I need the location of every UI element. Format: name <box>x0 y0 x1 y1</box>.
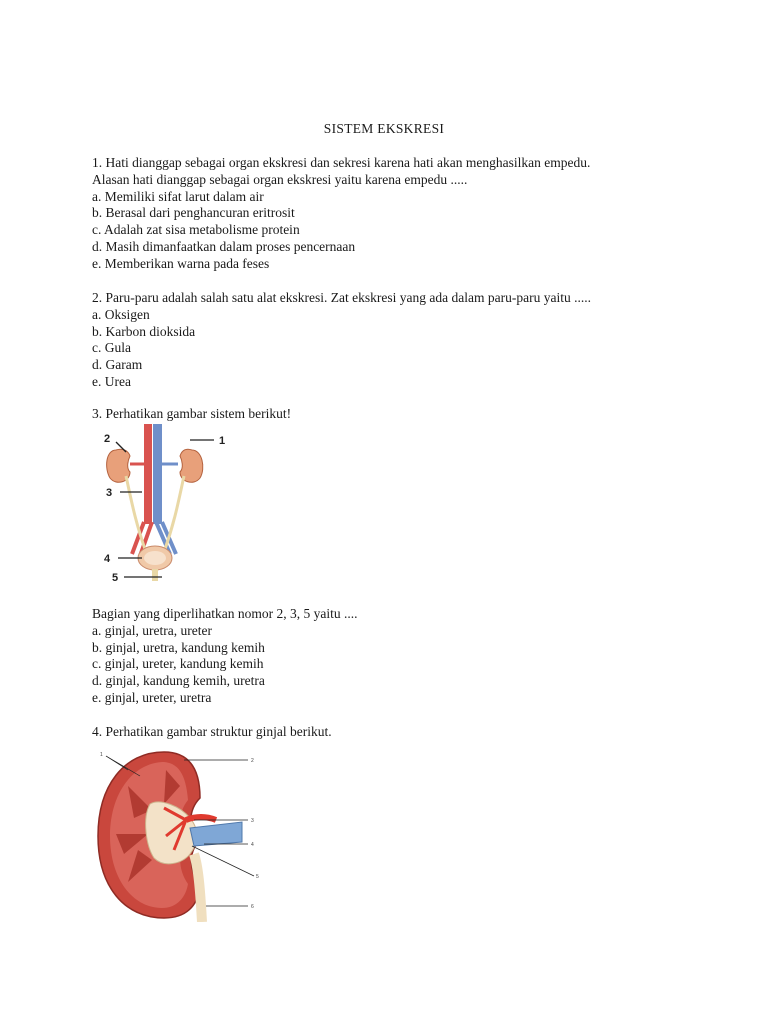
question-4 <box>92 724 712 741</box>
question-3-prompt-block <box>92 606 712 707</box>
question-1-option-a: a. Memiliki sifat larut dalam air <box>92 188 264 204</box>
figure-label-3: 3 <box>106 487 113 499</box>
question-2-text: 2. Paru-paru adalah salah satu alat ekskresi. Zat ekskresi yang ada dalam paru-paru yaitu ..... <box>92 290 591 305</box>
question-3-option-a: a. ginjal, uretra, ureter <box>92 622 212 638</box>
kidney-label-3: 3 <box>251 818 254 824</box>
question-3-option-e: e. ginjal, ureter, uretra <box>92 689 212 705</box>
vena-cava-vessel <box>153 424 162 524</box>
kidney-label-5: 5 <box>256 874 259 880</box>
kidney-label-6: 6 <box>251 904 254 910</box>
question-1 <box>92 155 712 273</box>
renal-artery <box>186 817 216 820</box>
question-1-option-e: e. Memberikan warna pada feses <box>92 255 270 271</box>
question-3-option-b: b. ginjal, uretra, kandung kemih <box>92 639 265 655</box>
question-2 <box>92 290 712 391</box>
renal-vein <box>190 822 242 846</box>
question-3-option-c: c. ginjal, ureter, kandung kemih <box>92 656 264 672</box>
question-1-text-line2: Alasan hati dianggap sebagai organ ekskresi yaitu karena empedu ..... <box>92 171 468 187</box>
right-ureter <box>164 476 184 552</box>
question-1-option-c: c. Adalah zat sisa metabolisme protein <box>92 222 300 238</box>
urinary-system-figure <box>96 424 246 586</box>
figure-label-5: 5 <box>112 572 119 584</box>
ureter <box>194 854 202 922</box>
document-title: SISTEM EKSKRESI <box>323 121 445 136</box>
figure-label-2: 2 <box>104 433 111 445</box>
kidney-label-4: 4 <box>251 842 254 848</box>
question-2-option-c: c. Gula <box>92 340 131 356</box>
kidney-label-1: 1 <box>100 752 103 758</box>
question-1-option-b: b. Berasal dari penghancuran eritrosit <box>92 205 295 221</box>
figure-label-1: 1 <box>219 435 226 447</box>
kidney-label-2: 2 <box>251 758 254 764</box>
question-1-text-line1: 1. Hati dianggap sebagai organ ekskresi dan sekresi karena hati akan menghasilkan empedu. <box>92 155 591 170</box>
question-3-text: 3. Perhatikan gambar sistem berikut! <box>92 406 292 421</box>
question-2-option-b: b. Karbon dioksida <box>92 323 196 339</box>
kidney-structure-figure <box>94 746 264 922</box>
question-2-option-a: a. Oksigen <box>92 306 150 322</box>
urethra <box>152 569 158 581</box>
question-3 <box>92 406 712 423</box>
question-2-option-d: d. Garam <box>92 357 143 373</box>
question-3-option-d: d. ginjal, kandung kemih, uretra <box>92 673 265 689</box>
question-1-option-d: d. Masih dimanfaatkan dalam proses pencernaan <box>92 238 356 254</box>
aorta-vessel <box>144 424 152 524</box>
figure-label-4: 4 <box>104 553 111 565</box>
question-3-prompt: Bagian yang diperlihatkan nomor 2, 3, 5 yaitu .... <box>92 606 358 621</box>
question-4-text: 4. Perhatikan gambar struktur ginjal berikut. <box>92 724 332 739</box>
question-2-option-e: e. Urea <box>92 373 131 389</box>
